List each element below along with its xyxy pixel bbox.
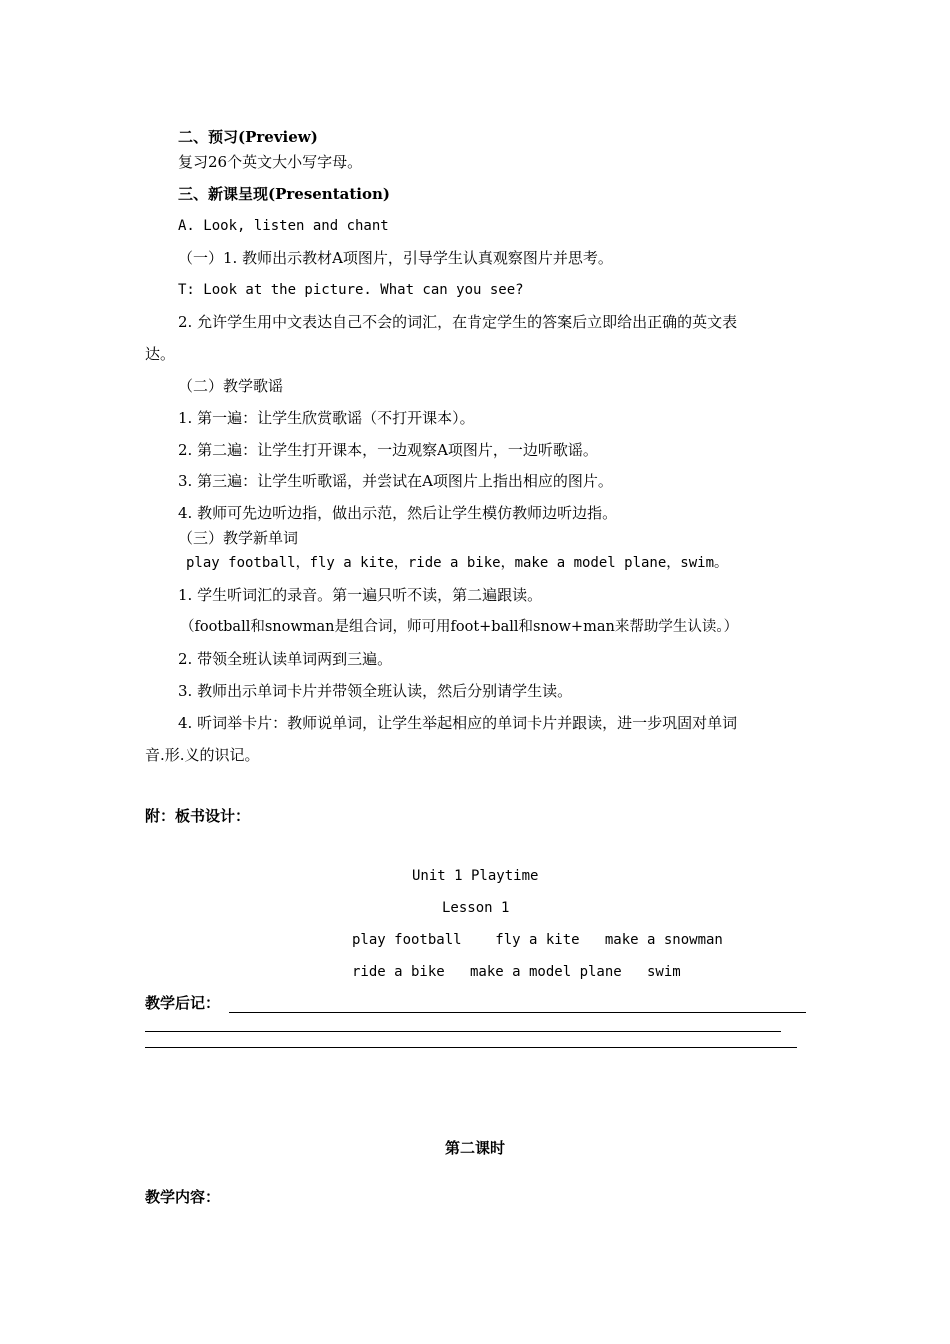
part1-step2-line1: 2. 允许学生用中文表达自己不会的词汇，在肯定学生的答案后立即给出正确的英文表 (178, 313, 738, 331)
part3-item-3: 3. 教师出示单词卡片并带领全班认读，然后分别请学生读。 (178, 682, 573, 700)
part3-item-4-line1: 4. 听词举卡片：教师说单词，让学生举起相应的单词卡片并跟读，进一步巩固对单词 (178, 714, 738, 732)
board-title: Unit 1 Playtime (412, 868, 539, 884)
presentation-heading: 三、新课呈现(Presentation) (178, 185, 391, 203)
board-design-heading: 附：板书设计： (145, 807, 251, 825)
board-lesson: Lesson 1 (442, 900, 510, 916)
reflection-line-2 (145, 1031, 781, 1032)
preview-text: 复习26个英文大小写字母。 (178, 153, 363, 171)
part2-item-3: 3. 第三遍：让学生听歌谣，并尝试在A项图片上指出相应的图片。 (178, 472, 613, 490)
part3-words: play football，fly a kite，ride a bike，make a model plane，swim。 (186, 555, 729, 571)
board-row-2: ride a bike make a model plane swim (352, 964, 681, 980)
part2-item-4: 4. 教师可先边听边指，做出示范，然后让学生模仿教师边听边指。 (178, 504, 618, 522)
part2-item-2: 2. 第二遍：让学生打开课本，一边观察A项图片，一边听歌谣。 (178, 441, 598, 459)
part2-heading: （二）教学歌谣 (178, 377, 284, 395)
reflection-label: 教学后记： (145, 994, 221, 1012)
reflection-line-1 (229, 1012, 806, 1013)
part3-item-4-line2: 音.形.义的识记。 (145, 746, 260, 764)
reflection-line-3 (145, 1047, 797, 1048)
part-a-title: A. Look, listen and chant (178, 218, 389, 234)
part1-step1: （一）1. 教师出示教材A项图片，引导学生认真观察图片并思考。 (178, 249, 613, 267)
board-row-1: play football fly a kite make a snowman (352, 932, 723, 948)
part3-item-2: 2. 带领全班认读单词两到三遍。 (178, 650, 393, 668)
teacher-line: T: Look at the picture. What can you see? (178, 282, 524, 298)
part2-item-1: 1. 第一遍：让学生欣赏歌谣（不打开课本）。 (178, 409, 475, 427)
part3-item-1: 1. 学生听词汇的录音。第一遍只听不读，第二遍跟读。 (178, 586, 543, 604)
lesson2-title: 第二课时 (444, 1139, 505, 1157)
part1-step2-line2: 达。 (145, 345, 176, 363)
part3-note: （football和snowman是组合词，师可用foot+ball和snow+man来帮助学生认读。） (180, 619, 739, 635)
part3-heading: （三）教学新单词 (178, 529, 299, 547)
lesson2-content-label: 教学内容： (145, 1188, 221, 1206)
preview-heading: 二、预习(Preview) (178, 128, 318, 146)
